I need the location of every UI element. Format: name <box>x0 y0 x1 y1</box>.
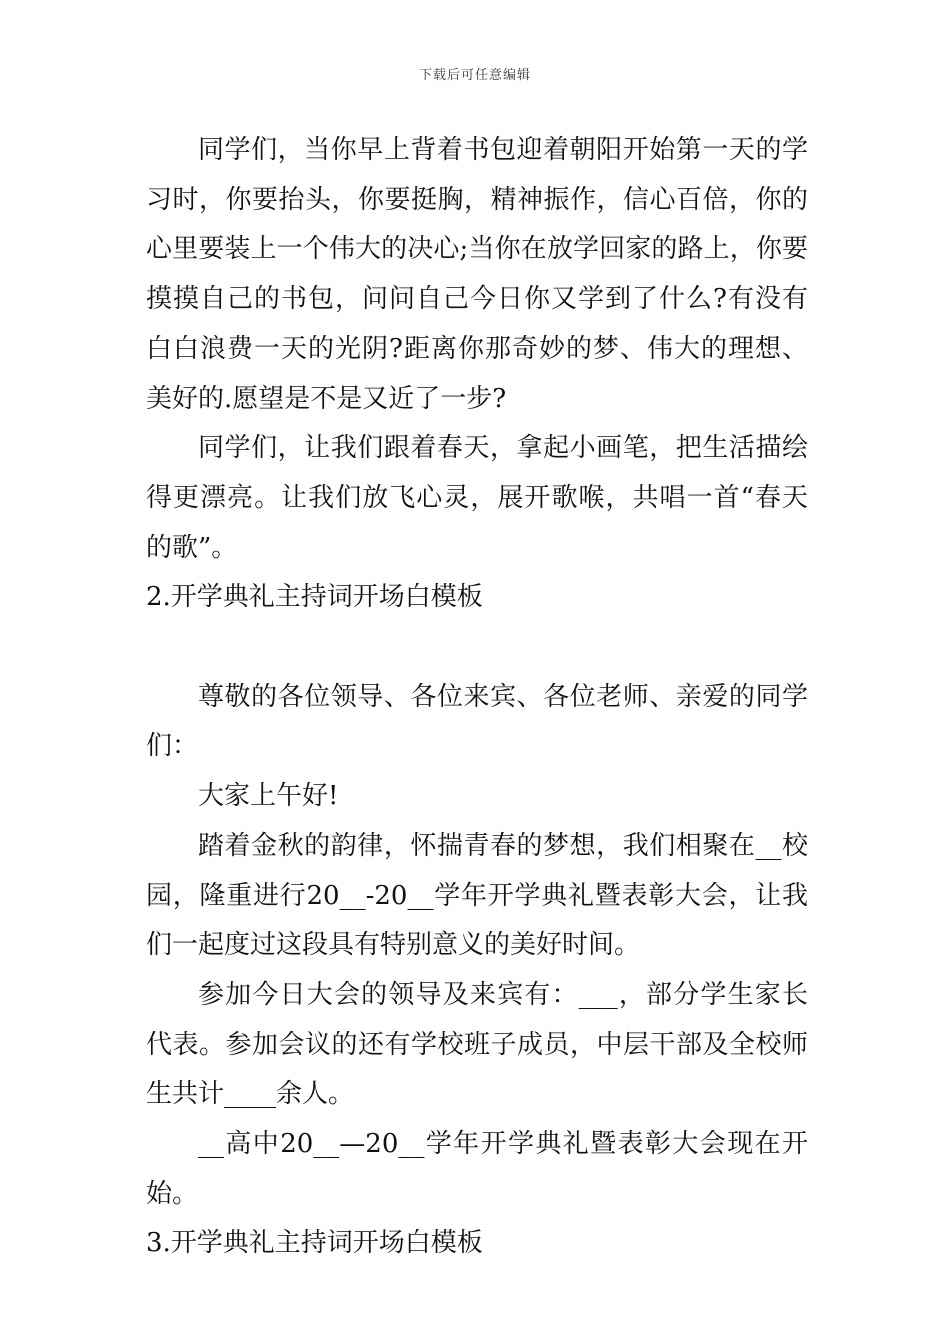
blank-line <box>146 623 808 673</box>
page-header: 下载后可任意编辑 <box>418 68 531 83</box>
document-body <box>146 126 808 1269</box>
paragraph-study-encouragement: 同学们，当你早上背着书包迎着朝阳开始第一天的学习时，你要抬头，你要挺胸，精神振作，信心百倍，你的心里要装上一个伟大的决心;当你在放学回家的路上，你要摸摸自己的书包，问问自己今日你又学到了什么?有没有白白浪费一天的光阴?距离你那奇妙的梦、伟大的理想、美好的.愿望是不是又近了一步? <box>146 135 808 414</box>
paragraph-attendees: 参加今日大会的领导及来宾有：___，部分学生家长代表。参加会议的还有学校班子成员，中层干部及全校师生共计____余人。 <box>146 979 808 1110</box>
paragraph-spring-song: 同学们，让我们跟着春天，拿起小画笔，把生活描绘得更漂亮。让我们放飞心灵，展开歌喉，共唱一首“春天的歌”。 <box>146 433 808 563</box>
section-heading-3: 3.开学典礼主持词开场白模板 <box>146 1228 483 1259</box>
paragraph-good-morning: 大家上午好! <box>198 781 339 812</box>
paragraph-greeting-audience: 尊敬的各位领导、各位来宾、各位老师、亲爱的同学们： <box>146 681 808 762</box>
section-heading-2: 2.开学典礼主持词开场白模板 <box>146 582 483 613</box>
paragraph-opening-ceremony: 踏着金秋的韵律，怀揣青春的梦想，我们相聚在__校园，隆重进行20__-20__学年开学典礼暨表彰大会，让我们一起度过这段具有特别意义的美好时间。 <box>146 830 808 961</box>
paragraph-ceremony-start: __高中20__—20__学年开学典礼暨表彰大会现在开始。 <box>146 1129 808 1209</box>
